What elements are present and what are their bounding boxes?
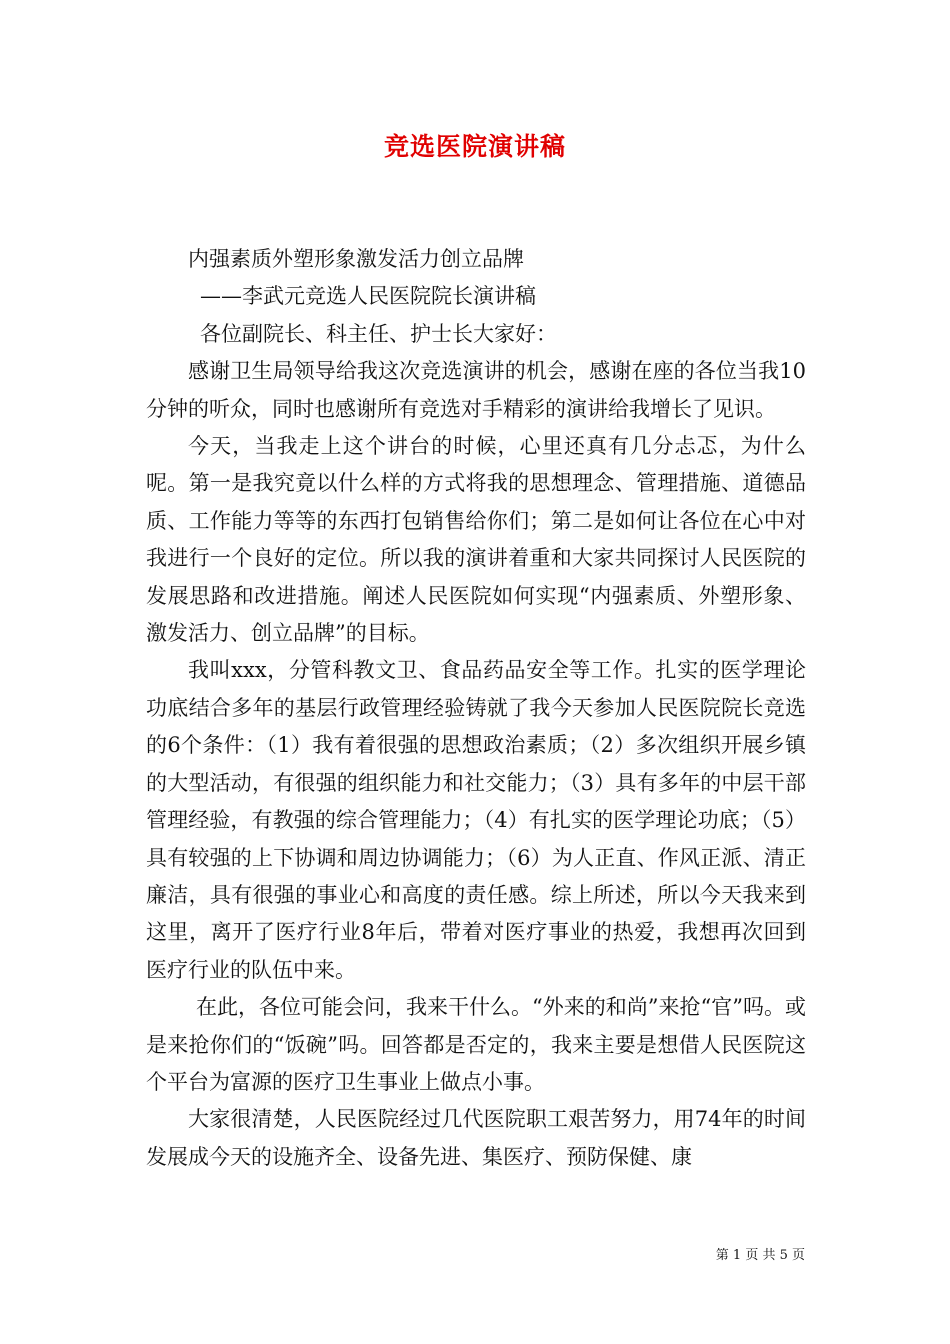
subtitle-line: ——李武元竞选人民医院院长演讲稿 — [200, 284, 536, 309]
paragraph: 今天，当我走上这个讲台的时候，心里还真有几分忐忑，为什么呢。第一是我究竟以什么样的方式将我的思想理念、管理措施、道德品质、工作能力等等的东西打包销售给你们；第二是如何让各位在心中对我进行一个良好的定位。所以我的演讲着重和大家共同探讨人民医院的发展思路和改进措施。阐述人民医院如何实现“内强素质、外塑形象、激发活力、创立品牌”的目标。 — [146, 434, 806, 646]
paragraph: 感谢卫生局领导给我这次竞选演讲的机会，感谢在座的各位当我10分钟的听众，同时也感谢所有竞选对手精彩的演讲给我增长了见识。 — [146, 359, 806, 421]
page-number: 第 1 页 共 5 页 — [715, 1248, 805, 1263]
paragraph: 在此，各位可能会问，我来干什么。“外来的和尚”来抢“官”吗。或是来抢你们的“饭碗”吗。回答都是否定的，我来主要是想借人民医院这个平台为富源的医疗卫生事业上做点小事。 — [146, 995, 806, 1094]
paragraph: 大家很清楚，人民医院经过几代医院职工艰苦努力，用74年的时间发展成今天的设施齐全、设备先进、集医疗、预防保健、康 — [146, 1107, 806, 1169]
document-title: 竞选医院演讲稿 — [383, 132, 566, 161]
greeting-line: 各位副院长、科主任、护士长大家好： — [200, 321, 557, 346]
paragraph: 我叫xxx，分管科教文卫、食品药品安全等工作。扎实的医学理论功底结合多年的基层行政管理经验铸就了我今天参加人民医院院长竞选的6个条件：（1）我有着很强的思想政治素质；（2）多次组织开展乡镇的大型活动，有很强的组织能力和社交能力；（3）具有多年的中层干部管理经验，有教强的综合管理能力；（4）有扎实的医学理论功底；（5）具有较强的上下协调和周边协调能力；（6）为人正直、作风正派、清正廉洁，具有很强的事业心和高度的责任感。综上所述，所以今天我来到这里，离开了医疗行业8年后，带着对医疗事业的热爱，我想再次回到医疗行业的队伍中来。 — [146, 658, 806, 982]
document-body — [146, 241, 806, 1176]
slogan-line: 内强素质外塑形象激发活力创立品牌 — [188, 247, 524, 271]
